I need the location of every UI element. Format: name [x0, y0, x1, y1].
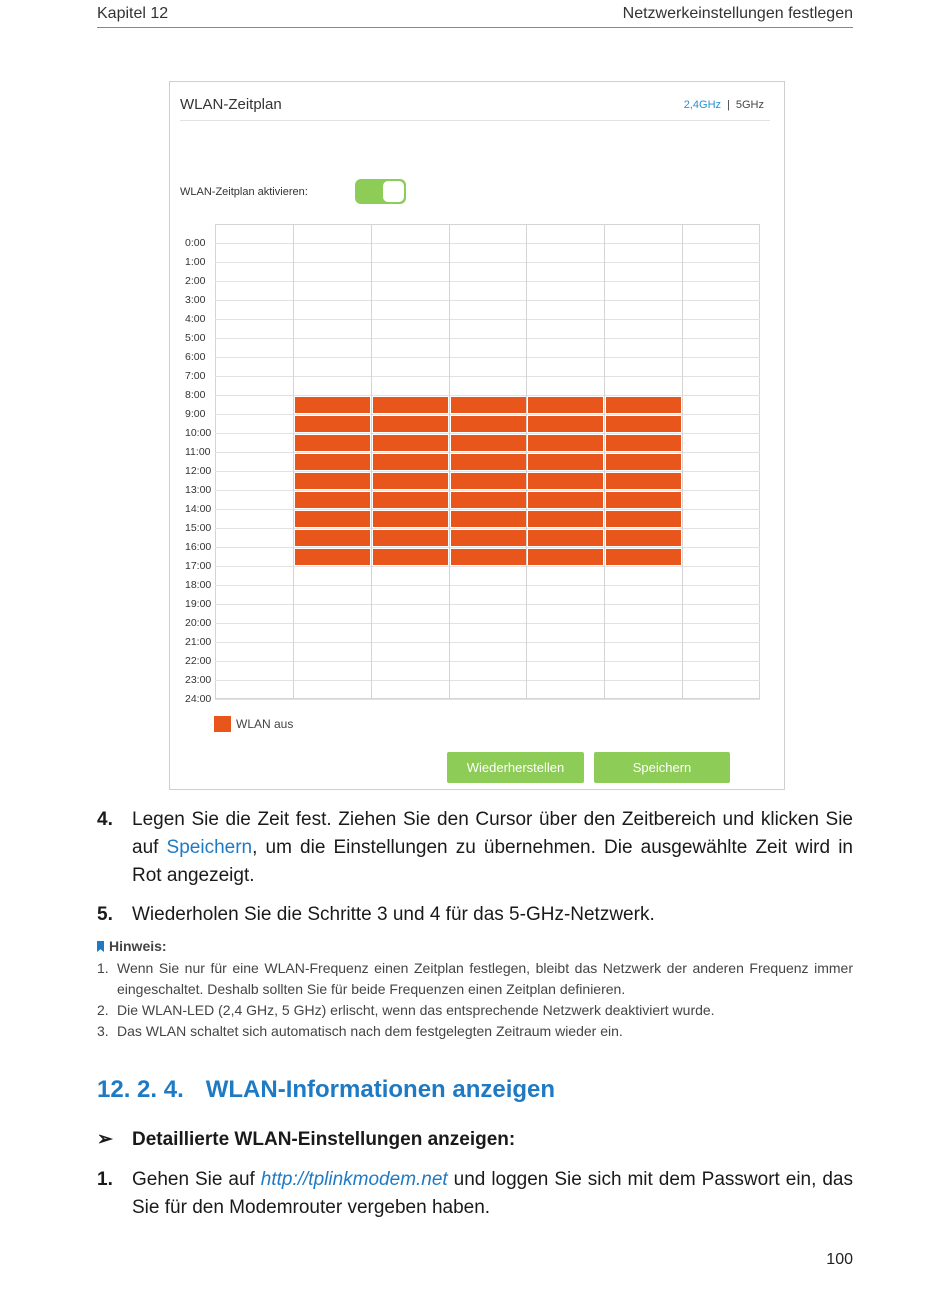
hour-label: 1:00	[185, 256, 206, 268]
schedule-cell-off[interactable]	[451, 454, 526, 470]
step-text-part: Legen Sie die Zeit fest. Ziehen Sie den Cursor über den Zeitbereich und klicken Sie auf	[132, 809, 853, 858]
schedule-cell-off[interactable]	[295, 473, 370, 489]
note-number: 2.	[97, 1002, 109, 1018]
step-text: Wiederholen Sie die Schritte 3 und 4 für das 5-GHz-Netzwerk.	[132, 904, 655, 925]
schedule-cell-off[interactable]	[528, 416, 603, 432]
step-text	[132, 1166, 853, 1222]
schedule-cell-off[interactable]	[295, 397, 370, 413]
schedule-cell-off[interactable]	[451, 530, 526, 546]
schedule-cell-off[interactable]	[295, 416, 370, 432]
schedule-cell-off[interactable]	[451, 492, 526, 508]
hour-label: 20:00	[185, 617, 212, 629]
hour-label: 4:00	[185, 313, 206, 325]
section-heading	[97, 1076, 555, 1104]
hour-label: 0:00	[185, 237, 206, 249]
subheading-text: Detaillierte WLAN-Einstellungen anzeigen:	[132, 1129, 516, 1150]
panel-divider	[180, 120, 770, 121]
chapter-label: Kapitel 12	[97, 5, 169, 22]
note-number: 1.	[97, 960, 109, 976]
hour-label: 3:00	[185, 294, 206, 306]
tplinkmodem-link[interactable]: http://tplinkmodem.net	[260, 1169, 448, 1190]
save-link[interactable]: Speichern	[166, 837, 253, 858]
hour-label: 24:00	[185, 693, 212, 705]
schedule-cell-off[interactable]	[373, 492, 448, 508]
note-item	[97, 958, 853, 1000]
schedule-cell-off[interactable]	[451, 397, 526, 413]
schedule-cell-off[interactable]	[528, 530, 603, 546]
hour-label: 19:00	[185, 598, 212, 610]
subheading	[97, 1128, 515, 1151]
restore-button[interactable]: Wiederherstellen	[447, 752, 584, 783]
section-title: WLAN-Informationen anzeigen	[205, 1076, 556, 1103]
arrow-bullet-icon: ➢	[97, 1129, 113, 1150]
note-number: 3.	[97, 1023, 109, 1039]
hour-label: 18:00	[185, 579, 212, 591]
schedule-cell-off[interactable]	[295, 549, 370, 565]
schedule-toggle[interactable]	[355, 179, 406, 204]
hour-label: 21:00	[185, 636, 212, 648]
note-item	[97, 1000, 853, 1021]
schedule-cell-off[interactable]	[606, 397, 681, 413]
schedule-cell-off[interactable]	[528, 492, 603, 508]
hour-label: 9:00	[185, 408, 206, 420]
header-divider	[97, 27, 853, 28]
step-5	[97, 901, 853, 929]
schedule-cell-off[interactable]	[373, 435, 448, 451]
hour-label: 7:00	[185, 370, 206, 382]
section-number: 12. 2. 4.	[97, 1076, 184, 1103]
hour-label: 17:00	[185, 560, 212, 572]
freq-24ghz-link[interactable]: 2,4GHz	[683, 99, 722, 111]
chapter-title: Netzwerkeinstellungen festlegen	[622, 5, 853, 22]
schedule-cell-off[interactable]	[606, 416, 681, 432]
note-text: Wenn Sie nur für eine WLAN-Frequenz einen Zeitplan festlegen, bleibt das Netzwerk der anderen Frequenz immer eingeschaltet. Deshalb sollten Sie für beide Frequenzen einen Zeitplan definieren.	[117, 960, 853, 997]
schedule-cell-off[interactable]	[373, 397, 448, 413]
schedule-toggle-label: WLAN-Zeitplan aktivieren:	[180, 186, 308, 198]
freq-separator: |	[727, 99, 730, 111]
bookmark-icon	[97, 941, 104, 952]
hour-label: 10:00	[185, 427, 212, 439]
schedule-cell-off[interactable]	[606, 454, 681, 470]
step-text-part: , um die Einstellungen zu übernehmen. Die ausgewählte Zeit wird in Rot angezeigt.	[132, 837, 853, 886]
schedule-grid-svg[interactable]	[215, 224, 760, 700]
schedule-cell-off[interactable]	[295, 530, 370, 546]
step-text	[132, 806, 853, 890]
hour-label: 11:00	[185, 446, 211, 458]
step-number: 4.	[97, 809, 113, 830]
legend-swatch-wlan-off	[214, 716, 231, 732]
note-heading-label: Hinweis:	[109, 938, 167, 954]
toggle-knob	[383, 181, 404, 202]
hour-label: 23:00	[185, 674, 212, 686]
step-4	[97, 806, 853, 890]
step-1	[97, 1166, 853, 1222]
schedule-cell-off[interactable]	[528, 511, 603, 527]
schedule-cell-off[interactable]	[606, 530, 681, 546]
hour-label: 8:00	[185, 389, 206, 401]
step-text-part: und loggen Sie sich mit dem Passwort ein, das Sie für den Modemrouter vergeben haben.	[132, 1169, 853, 1218]
legend-label: WLAN aus	[236, 717, 294, 731]
schedule-cell-off[interactable]	[295, 435, 370, 451]
schedule-cell-off[interactable]	[373, 549, 448, 565]
frequency-switch	[684, 99, 764, 111]
schedule-cell-off[interactable]	[528, 454, 603, 470]
schedule-cell-off[interactable]	[451, 416, 526, 432]
hour-label: 6:00	[185, 351, 206, 363]
hour-label: 5:00	[185, 332, 206, 344]
hour-label: 22:00	[185, 655, 212, 667]
hour-label: 15:00	[185, 522, 212, 534]
schedule-cell-off[interactable]	[528, 397, 603, 413]
schedule-cell-off[interactable]	[373, 454, 448, 470]
schedule-cell-off[interactable]	[528, 549, 603, 565]
schedule-cell-off[interactable]	[528, 473, 603, 489]
hour-label: 16:00	[185, 541, 212, 553]
schedule-cell-off[interactable]	[451, 473, 526, 489]
hour-label: 12:00	[185, 465, 212, 477]
schedule-cell-off[interactable]	[295, 492, 370, 508]
note-item	[97, 1021, 853, 1042]
save-button[interactable]: Speichern	[594, 752, 730, 783]
schedule-cell-off[interactable]	[451, 435, 526, 451]
schedule-cell-off[interactable]	[606, 549, 681, 565]
schedule-cell-off[interactable]	[373, 511, 448, 527]
schedule-cell-off[interactable]	[373, 416, 448, 432]
step-text-part: Gehen Sie auf	[132, 1169, 261, 1190]
schedule-cell-off[interactable]	[451, 511, 526, 527]
wlan-schedule-screenshot	[169, 81, 785, 790]
step-number: 5.	[97, 904, 113, 925]
step-number: 1.	[97, 1169, 113, 1190]
schedule-cell-off[interactable]	[606, 435, 681, 451]
note-text: Das WLAN schaltet sich automatisch nach dem festgelegten Zeitraum wieder ein.	[117, 1023, 623, 1039]
schedule-cell-off[interactable]	[295, 454, 370, 470]
schedule-cell-off[interactable]	[606, 492, 681, 508]
schedule-cell-off[interactable]	[606, 511, 681, 527]
page-number: 100	[826, 1251, 853, 1268]
note-heading	[97, 938, 167, 954]
schedule-cell-off[interactable]	[373, 473, 448, 489]
schedule-cell-off[interactable]	[528, 435, 603, 451]
schedule-grid[interactable]	[215, 224, 760, 700]
hour-label: 13:00	[185, 484, 212, 496]
hour-label: 14:00	[185, 503, 212, 515]
schedule-cell-off[interactable]	[606, 473, 681, 489]
panel-title: WLAN-Zeitplan	[180, 96, 282, 113]
schedule-cell-off[interactable]	[451, 549, 526, 565]
schedule-cell-off[interactable]	[373, 530, 448, 546]
hour-label: 2:00	[185, 275, 206, 287]
note-text: Die WLAN-LED (2,4 GHz, 5 GHz) erlischt, wenn das entsprechende Netzwerk deaktiviert wurde.	[117, 1002, 715, 1018]
freq-5ghz-link[interactable]: 5GHz	[735, 99, 764, 111]
schedule-cell-off[interactable]	[295, 511, 370, 527]
